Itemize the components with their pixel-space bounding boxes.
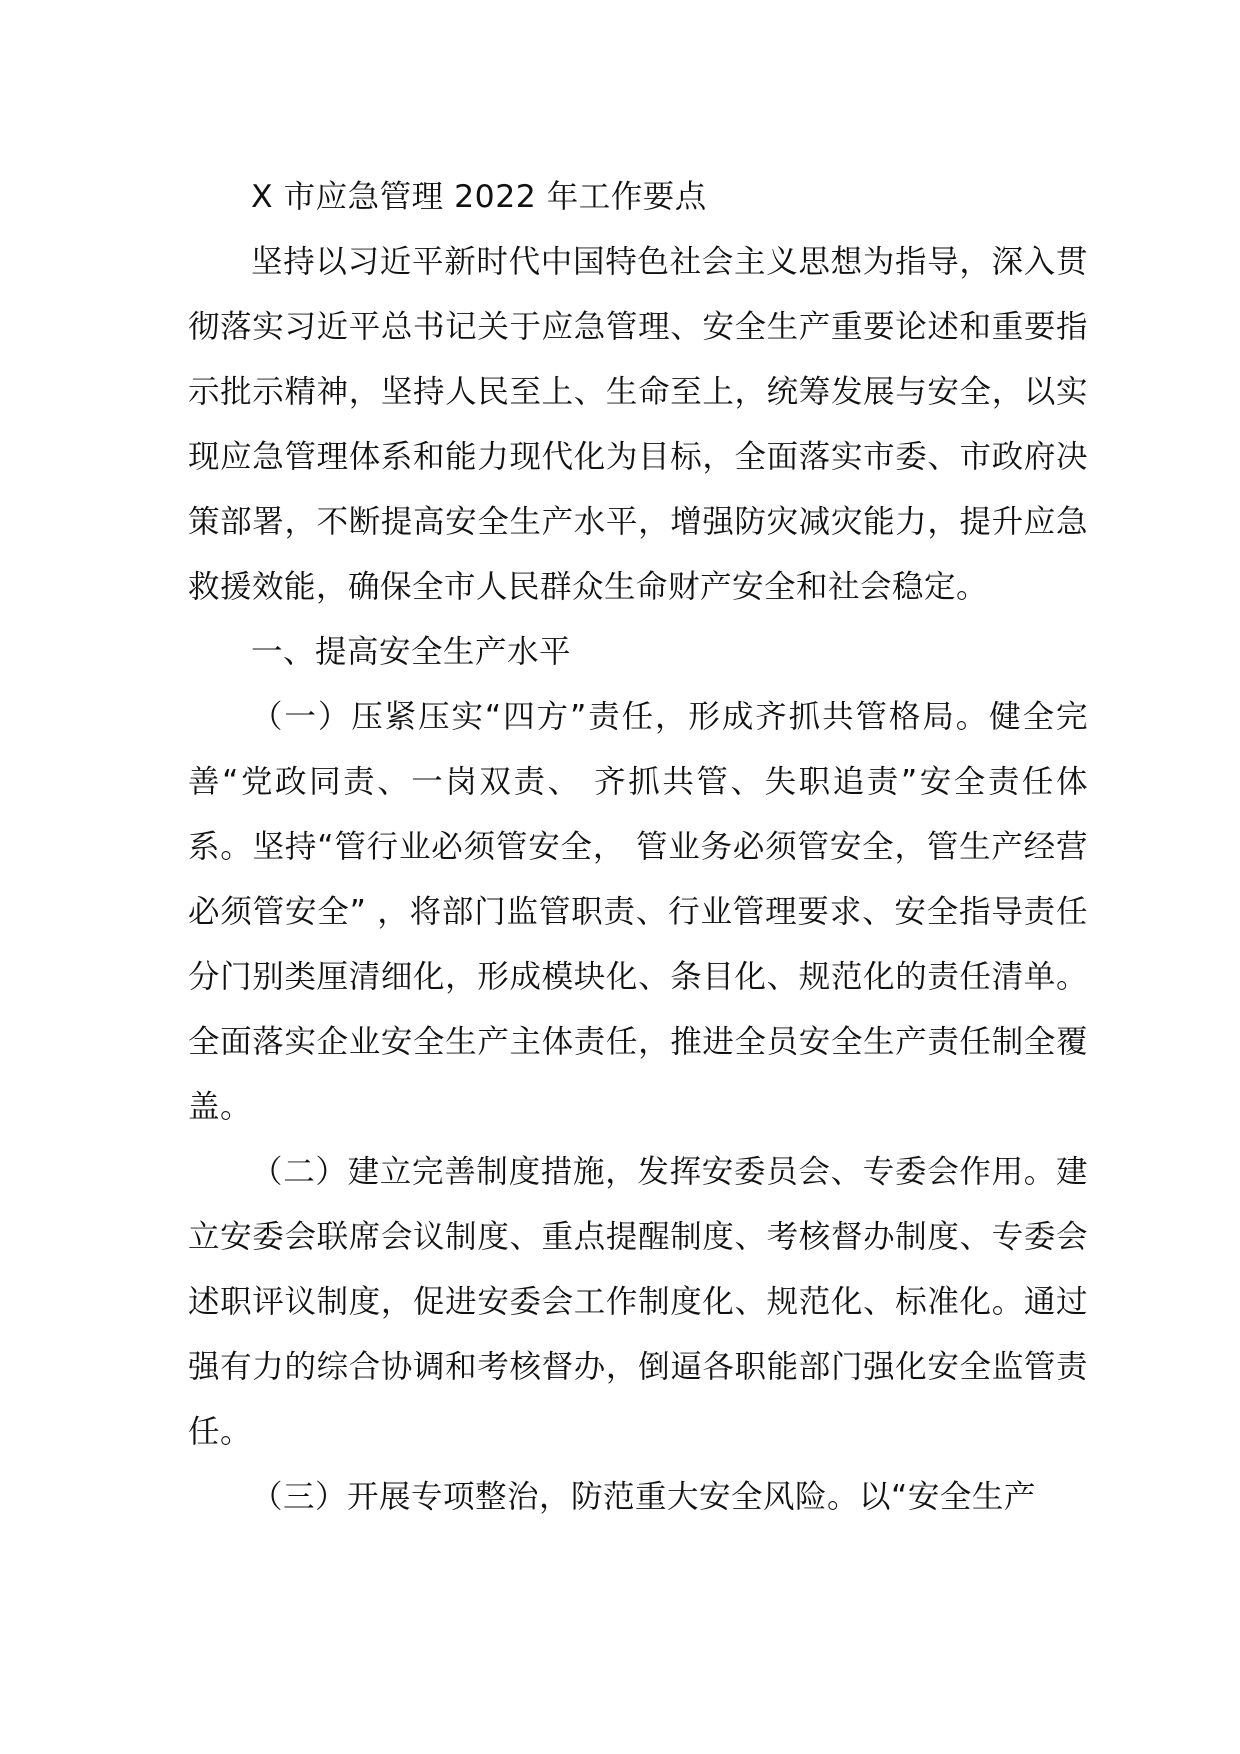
list-item: （三）开展专项整治，防范重大安全风险。以“安全生产 xyxy=(251,1479,1036,1515)
list-item: （一）压紧压实“四方”责任，形成齐抓共管格局。健全完善“党政同责、一岗双责、 齐抓共管、失职追责”安全责任体系。坚持“管行业必须管安全， 管业务必须管安全，管生产经营必须管安全” ，将部门监管职责、行业管理要求、安全指导责任分门别类厘清细化，形成模块化、条目化、规范化的责任清单。全面落实企业安全生产主体责任，推进全员安全生产责任制全覆盖。 xyxy=(188,699,1088,1125)
section-heading: 一、提高安全生产水平 xyxy=(251,634,572,670)
list-item: （二）建立完善制度措施，发挥安委员会、专委会作用。建立安委会联席会议制度、重点提醒制度、考核督办制度、专委会述职评议制度，促进安委会工作制度化、规范化、标准化。通过强有力的综合协调和考核督办，倒逼各职能部门强化安全监管责任。 xyxy=(188,1154,1088,1450)
document-title: X 市应急管理 2022 年工作要点 xyxy=(251,179,707,215)
document-body xyxy=(188,165,1088,1530)
intro-paragraph: 坚持以习近平新时代中国特色社会主义思想为指导，深入贯彻落实习近平总书记关于应急管理、安全生产重要论述和重要指示批示精神，坚持人民至上、生命至上，统筹发展与安全，以实现应急管理体系和能力现代化为目标，全面落实市委、市政府决策部署，不断提高安全生产水平，增强防灾减灾能力，提升应急救援效能，确保全市人民群众生命财产安全和社会稳定。 xyxy=(188,244,1088,605)
